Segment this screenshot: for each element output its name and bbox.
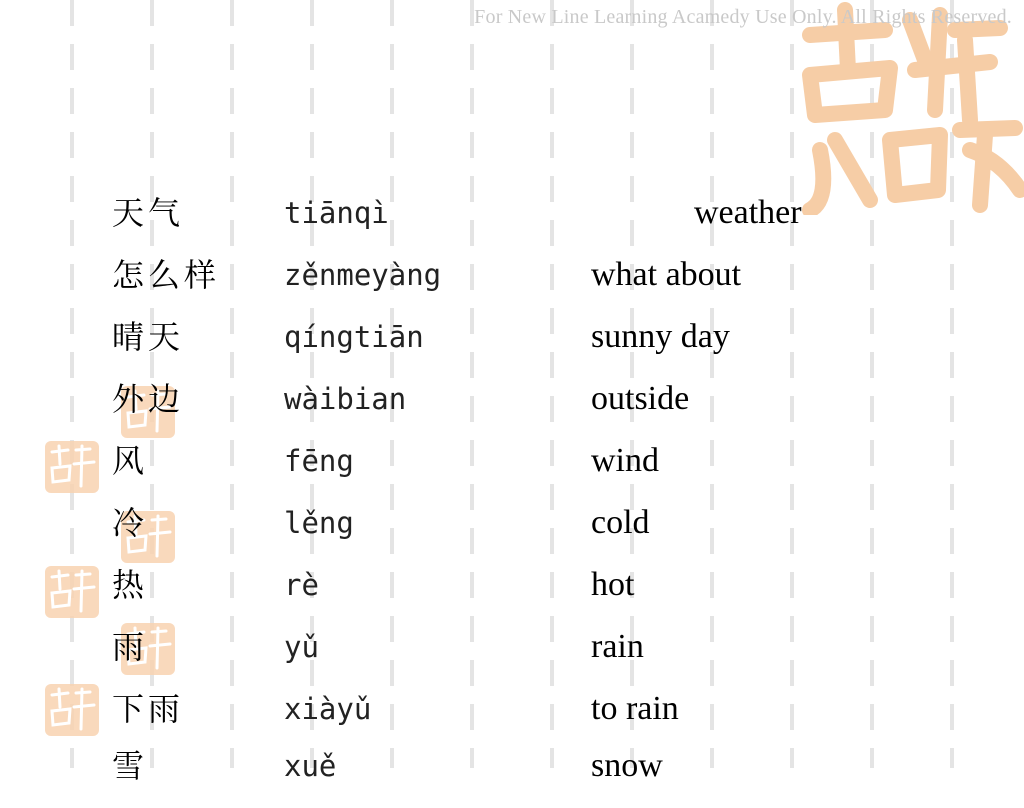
- vocab-hanzi: 天气: [112, 194, 185, 232]
- vocab-pinyin: xiàyǔ: [284, 692, 372, 726]
- vocab-pinyin: tiānqì: [284, 196, 389, 230]
- vocab-pinyin: rè: [284, 568, 319, 602]
- vocab-english: rain: [591, 628, 644, 665]
- vocab-english: cold: [591, 504, 650, 541]
- vocab-hanzi: 雪: [112, 747, 149, 785]
- vocab-english: sunny day: [591, 318, 730, 355]
- vocab-row: [0, 627, 1024, 689]
- copyright-notice: For New Line Learning Acamedy Use Only. All Rights Reserved.: [474, 6, 1012, 28]
- vocab-hanzi: 晴天: [112, 318, 185, 356]
- vocab-english: to rain: [591, 690, 679, 727]
- vocab-pinyin: zěnmeyàng: [284, 258, 442, 292]
- vocab-english: hot: [591, 566, 635, 603]
- vocab-pinyin: yǔ: [284, 630, 319, 664]
- decorative-seal-icon: [790, 0, 1024, 215]
- vocab-hanzi: 外边: [112, 380, 185, 418]
- vocab-english: wind: [591, 442, 659, 479]
- vocab-row: [0, 255, 1024, 317]
- vocab-pinyin: lěng: [284, 506, 354, 540]
- vocab-row: [0, 746, 1024, 808]
- vocab-hanzi: 热: [112, 566, 149, 604]
- vocab-hanzi: 怎么样: [112, 256, 221, 294]
- vocab-hanzi: 冷: [112, 504, 149, 542]
- vocab-pinyin: wàibian: [284, 382, 407, 416]
- vocab-row: [0, 379, 1024, 441]
- vocab-hanzi: 风: [112, 442, 149, 480]
- vocab-row: [0, 317, 1024, 379]
- vocab-row: [0, 503, 1024, 565]
- vocab-english: outside: [591, 380, 690, 417]
- vocab-english: snow: [591, 747, 663, 784]
- vocab-pinyin: xuě: [284, 749, 337, 783]
- vocab-row: [0, 689, 1024, 751]
- vocab-pinyin: fēng: [284, 444, 354, 478]
- vocab-hanzi: 雨: [112, 628, 149, 666]
- vocab-row: [0, 441, 1024, 503]
- vocab-row: [0, 193, 1024, 255]
- vocab-row: [0, 565, 1024, 627]
- vocab-pinyin: qíngtiān: [284, 320, 424, 354]
- vocab-english: what about: [591, 256, 742, 293]
- vocab-hanzi: 下雨: [112, 690, 185, 728]
- vocab-english: weather: [694, 194, 802, 231]
